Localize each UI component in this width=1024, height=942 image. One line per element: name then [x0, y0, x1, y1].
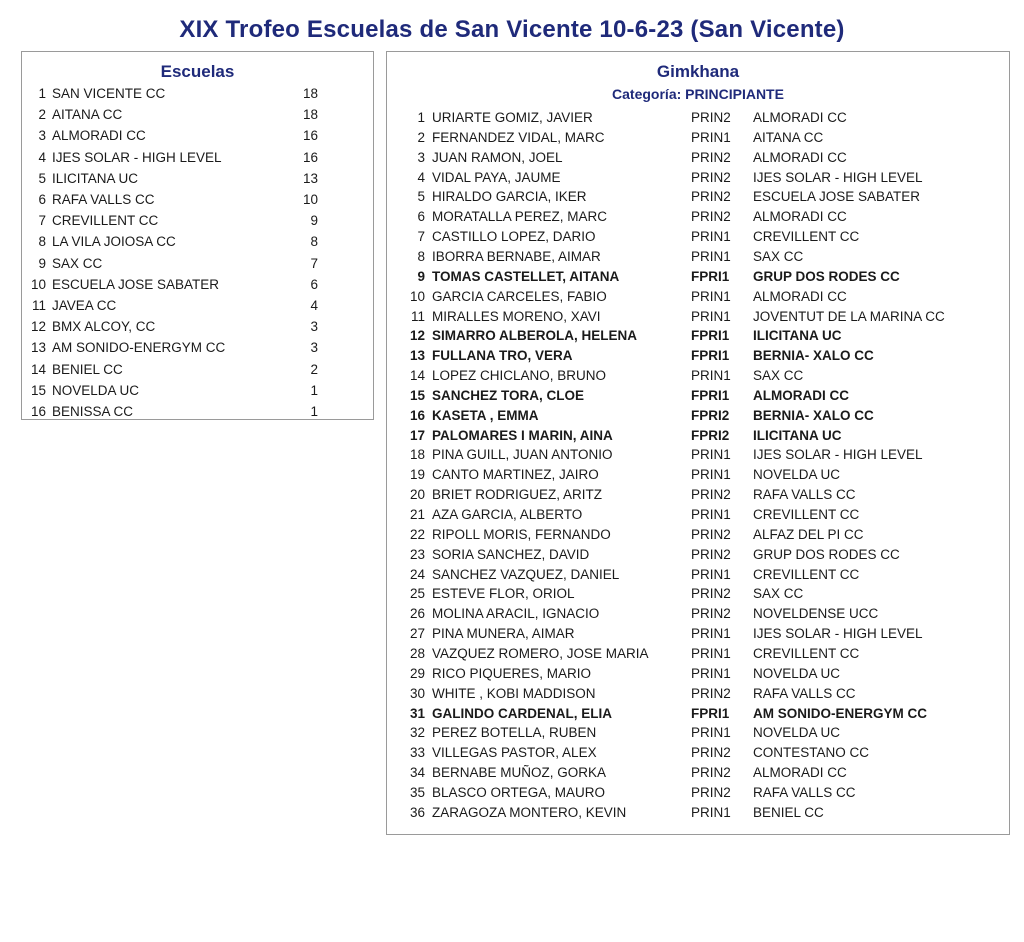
rider-name: RICO PIQUERES, MARIO [432, 665, 592, 681]
rider-club: ALMORADI CC [753, 288, 847, 304]
gimkhana-heading: Gimkhana [656, 62, 740, 81]
rider-category: FPRI2 [691, 427, 730, 443]
result-row [387, 505, 1009, 525]
school-position: 1 [38, 86, 46, 101]
school-row [22, 190, 373, 210]
rider-name: SIMARRO ALBEROLA, HELENA [432, 328, 637, 344]
result-row [387, 247, 1009, 267]
school-points: 18 [302, 86, 318, 101]
result-row [387, 168, 1009, 188]
rider-position: 28 [409, 645, 425, 661]
rider-position: 4 [417, 169, 425, 185]
school-position: 4 [38, 149, 46, 165]
school-name: IJES SOLAR - HIGH LEVEL [52, 149, 222, 165]
school-position: 6 [38, 192, 46, 207]
rider-club: IJES SOLAR - HIGH LEVEL [753, 447, 923, 463]
result-row [387, 346, 1009, 366]
rider-name: LOPEZ CHICLANO, BRUNO [432, 368, 607, 384]
rider-position: 33 [409, 745, 425, 761]
result-row [387, 684, 1009, 704]
rider-category: PRIN1 [691, 129, 731, 145]
school-points: 9 [310, 213, 318, 229]
rider-position: 2 [417, 129, 425, 145]
rider-name: MORATALLA PEREZ, MARC [432, 209, 608, 225]
rider-club: ILICITANA UC [753, 427, 842, 443]
rider-club: BENIEL CC [753, 804, 824, 820]
rider-category: PRIN2 [691, 189, 731, 205]
rider-position: 34 [409, 765, 425, 781]
rider-position: 5 [417, 189, 425, 205]
rider-category: PRIN1 [691, 447, 731, 463]
school-points: 18 [302, 107, 318, 123]
rider-name: JUAN RAMON, JOEL [432, 149, 563, 165]
rider-club: ALMORADI CC [753, 149, 847, 165]
school-name: AM SONIDO-ENERGYM CC [52, 340, 226, 356]
rider-club: ALMORADI CC [753, 209, 847, 225]
rider-club: RAFA VALLS CC [753, 784, 856, 800]
school-points: 8 [310, 234, 318, 250]
school-points: 16 [302, 149, 318, 165]
rider-name: SANCHEZ VAZQUEZ, DANIEL [432, 566, 620, 582]
page-title: XIX Trofeo Escuelas de San Vicente 10-6-23 (San Vicente) [179, 16, 845, 43]
rider-category: FPRI1 [691, 268, 730, 284]
rider-position: 26 [409, 606, 425, 622]
result-row [387, 525, 1009, 545]
rider-category: PRIN2 [691, 546, 731, 562]
rider-club: ALMORADI CC [753, 110, 847, 125]
rider-category: PRIN2 [691, 487, 731, 503]
school-name: ALMORADI CC [52, 128, 146, 144]
rider-position: 16 [409, 407, 425, 423]
rider-category: PRIN1 [691, 248, 731, 264]
rider-club: IJES SOLAR - HIGH LEVEL [753, 626, 923, 642]
school-name: SAX CC [52, 255, 103, 271]
rider-club: GRUP DOS RODES CC [753, 268, 900, 284]
rider-name: BLASCO ORTEGA, MAURO [432, 784, 606, 800]
rider-name: SANCHEZ TORA, CLOE [432, 387, 585, 403]
rider-name: MOLINA ARACIL, IGNACIO [432, 606, 600, 622]
rider-name: URIARTE GOMIZ, JAVIER [432, 110, 593, 125]
school-row [22, 211, 373, 231]
rider-category: PRIN2 [691, 110, 731, 125]
rider-name: SORIA SANCHEZ, DAVID [432, 546, 590, 562]
rider-name: VILLEGAS PASTOR, ALEX [432, 745, 597, 761]
rider-name: BERNABE MUÑOZ, GORKA [432, 765, 607, 781]
schools-ranking-panel [21, 51, 374, 420]
rider-position: 17 [409, 427, 425, 443]
school-row [22, 360, 373, 380]
rider-name: ZARAGOZA MONTERO, KEVIN [432, 804, 627, 820]
school-row [22, 105, 373, 125]
school-points: 2 [310, 361, 318, 377]
school-position: 8 [38, 234, 46, 250]
rider-category: PRIN1 [691, 804, 731, 820]
school-name: SAN VICENTE CC [52, 86, 166, 101]
rider-club: NOVELDA UC [753, 665, 841, 681]
school-row [22, 296, 373, 316]
rider-name: FULLANA TRO, VERA [432, 348, 573, 364]
gimkhana-results-panel [386, 51, 1010, 835]
result-row [387, 465, 1009, 485]
rider-club: ALFAZ DEL PI CC [753, 526, 864, 542]
rider-position: 35 [409, 784, 425, 800]
category-label: Categoría: PRINCIPIANTE [612, 86, 784, 102]
school-name: LA VILA JOIOSA CC [52, 234, 176, 250]
school-name: NOVELDA UC [52, 382, 140, 398]
rider-position: 23 [409, 546, 425, 562]
rider-category: PRIN2 [691, 745, 731, 761]
rider-position: 22 [409, 526, 425, 542]
rider-category: PRIN1 [691, 507, 731, 522]
rider-name: PALOMARES I MARIN, AINA [432, 427, 613, 443]
result-row [387, 207, 1009, 227]
rider-club: NOVELDA UC [753, 467, 841, 483]
rider-category: PRIN2 [691, 765, 731, 781]
school-position: 9 [38, 255, 46, 271]
rider-category: FPRI1 [691, 348, 730, 364]
rider-category: FPRI1 [691, 387, 730, 403]
rider-name: HIRALDO GARCIA, IKER [432, 189, 587, 205]
school-points: 16 [302, 128, 318, 144]
school-position: 3 [38, 128, 46, 144]
rider-name: VIDAL PAYA, JAUME [432, 169, 561, 185]
result-row [387, 604, 1009, 624]
rider-position: 3 [417, 149, 425, 165]
rider-position: 31 [409, 705, 425, 721]
result-row [387, 128, 1009, 148]
school-name: BMX ALCOY, CC [52, 319, 156, 335]
school-points: 6 [310, 276, 318, 292]
rider-club: CREVILLENT CC [753, 229, 860, 245]
school-position: 15 [30, 382, 46, 398]
rider-name: VAZQUEZ ROMERO, JOSE MARIA [432, 645, 649, 661]
rider-club: AM SONIDO-ENERGYM CC [753, 705, 928, 721]
rider-club: RAFA VALLS CC [753, 685, 856, 701]
rider-club: ALMORADI CC [753, 765, 847, 781]
rider-category: PRIN2 [691, 209, 731, 225]
school-points: 1 [310, 404, 318, 419]
result-row [387, 664, 1009, 684]
school-points: 3 [310, 340, 318, 356]
rider-category: FPRI1 [691, 328, 730, 344]
rider-position: 29 [409, 665, 425, 681]
rider-position: 19 [409, 467, 425, 483]
rider-category: PRIN2 [691, 169, 731, 185]
rider-category: PRIN1 [691, 368, 731, 384]
rider-position: 24 [409, 566, 425, 582]
school-points: 3 [310, 319, 318, 335]
rider-position: 32 [409, 725, 425, 741]
school-points: 7 [310, 255, 318, 271]
rider-club: SAX CC [753, 368, 804, 384]
rider-category: PRIN2 [691, 784, 731, 800]
result-row [387, 267, 1009, 287]
rider-category: PRIN1 [691, 566, 731, 582]
rider-position: 15 [409, 387, 425, 403]
result-row [387, 426, 1009, 446]
rider-position: 8 [417, 248, 425, 264]
rider-category: PRIN1 [691, 308, 731, 324]
result-row [387, 187, 1009, 207]
result-row [387, 386, 1009, 406]
school-position: 14 [30, 361, 46, 377]
rider-position: 9 [417, 268, 425, 284]
school-name: BENIEL CC [52, 361, 123, 377]
rider-club: CREVILLENT CC [753, 645, 860, 661]
result-row [387, 565, 1009, 585]
result-row [387, 763, 1009, 783]
school-position: 10 [30, 276, 46, 292]
school-row [22, 84, 373, 104]
rider-name: CANTO MARTINEZ, JAIRO [432, 467, 599, 483]
rider-position: 25 [409, 586, 425, 602]
rider-club: SAX CC [753, 248, 804, 264]
rider-position: 14 [409, 368, 425, 384]
rider-club: CREVILLENT CC [753, 566, 860, 582]
school-position: 2 [38, 107, 46, 123]
rider-position: 21 [409, 507, 425, 522]
rider-position: 27 [409, 626, 425, 642]
rider-name: CASTILLO LOPEZ, DARIO [432, 229, 596, 245]
school-row [22, 254, 373, 274]
rider-category: PRIN1 [691, 645, 731, 661]
result-row [387, 326, 1009, 346]
rider-name: MIRALLES MORENO, XAVI [432, 308, 601, 324]
rider-club: JOVENTUT DE LA MARINA CC [753, 308, 945, 324]
school-name: CREVILLENT CC [52, 213, 159, 229]
school-position: 16 [30, 404, 46, 419]
rider-name: GARCIA CARCELES, FABIO [432, 288, 607, 304]
rider-position: 18 [409, 447, 425, 463]
rider-category: PRIN1 [691, 626, 731, 642]
school-name: RAFA VALLS CC [52, 192, 155, 207]
school-row [22, 126, 373, 146]
rider-category: FPRI1 [691, 705, 730, 721]
rider-position: 7 [417, 229, 425, 245]
rider-club: CREVILLENT CC [753, 507, 860, 522]
rider-position: 12 [409, 328, 425, 344]
rider-club: RAFA VALLS CC [753, 487, 856, 503]
rider-category: PRIN2 [691, 685, 731, 701]
rider-position: 36 [409, 804, 425, 820]
school-name: BENISSA CC [52, 404, 134, 419]
rider-category: PRIN1 [691, 665, 731, 681]
result-row [387, 624, 1009, 644]
result-row [387, 644, 1009, 664]
school-points: 4 [310, 298, 318, 313]
rider-club: NOVELDENSE UCC [753, 606, 879, 622]
rider-category: FPRI2 [691, 407, 730, 423]
schools-heading: Escuelas [160, 62, 235, 81]
rider-name: KASETA , EMMA [432, 407, 539, 423]
rider-name: AZA GARCIA, ALBERTO [432, 507, 583, 522]
rider-club: GRUP DOS RODES CC [753, 546, 900, 562]
rider-name: TOMAS CASTELLET, AITANA [432, 268, 620, 284]
rider-name: FERNANDEZ VIDAL, MARC [432, 129, 605, 145]
result-row [387, 743, 1009, 763]
rider-name: PEREZ BOTELLA, RUBEN [432, 725, 597, 741]
school-row [22, 232, 373, 252]
rider-category: PRIN2 [691, 586, 731, 602]
school-position: 12 [30, 319, 46, 335]
rider-club: BERNIA- XALO CC [753, 348, 874, 364]
rider-category: PRIN1 [691, 288, 731, 304]
school-points: 1 [310, 382, 318, 398]
result-row [387, 783, 1009, 803]
result-row [387, 723, 1009, 743]
rider-category: PRIN2 [691, 606, 731, 622]
rider-club: ILICITANA UC [753, 328, 842, 344]
rider-position: 10 [409, 288, 425, 304]
rider-category: PRIN2 [691, 526, 731, 542]
rider-name: PINA MUNERA, AIMAR [432, 626, 575, 642]
result-row [387, 287, 1009, 307]
rider-category: PRIN1 [691, 229, 731, 245]
rider-category: PRIN1 [691, 725, 731, 741]
rider-name: BRIET RODRIGUEZ, ARITZ [432, 487, 603, 503]
rider-name: RIPOLL MORIS, FERNANDO [432, 526, 611, 542]
school-name: AITANA CC [52, 107, 123, 123]
school-name: ESCUELA JOSE SABATER [52, 276, 220, 292]
school-position: 7 [38, 213, 46, 229]
result-row [387, 485, 1009, 505]
rider-club: AITANA CC [753, 129, 824, 145]
rider-name: IBORRA BERNABE, AIMAR [432, 248, 601, 264]
rider-club: BERNIA- XALO CC [753, 407, 874, 423]
rider-position: 1 [417, 110, 425, 125]
rider-club: ESCUELA JOSE SABATER [753, 189, 921, 205]
school-row [22, 169, 373, 189]
school-position: 5 [38, 170, 46, 186]
school-points: 10 [302, 192, 318, 207]
rider-club: NOVELDA UC [753, 725, 841, 741]
result-row [387, 584, 1009, 604]
rider-category: PRIN2 [691, 149, 731, 165]
result-row [387, 704, 1009, 724]
school-row [22, 381, 373, 401]
rider-position: 30 [409, 685, 425, 701]
school-points: 13 [302, 170, 318, 186]
rider-name: WHITE , KOBI MADDISON [432, 685, 596, 701]
rider-club: SAX CC [753, 586, 804, 602]
result-row [387, 307, 1009, 327]
rider-position: 13 [409, 348, 425, 364]
rider-club: ALMORADI CC [753, 387, 849, 403]
school-position: 11 [31, 298, 46, 313]
school-row [22, 402, 373, 422]
rider-position: 11 [410, 308, 425, 324]
school-row [22, 148, 373, 168]
rider-name: GALINDO CARDENAL, ELIA [432, 705, 612, 721]
school-name: ILICITANA UC [52, 170, 139, 186]
result-row [387, 445, 1009, 465]
school-row [22, 317, 373, 337]
rider-position: 6 [417, 209, 425, 225]
rider-name: PINA GUILL, JUAN ANTONIO [432, 447, 613, 463]
result-row [387, 227, 1009, 247]
rider-category: PRIN1 [691, 467, 731, 483]
result-row [387, 406, 1009, 426]
school-row [22, 275, 373, 295]
result-row [387, 803, 1009, 823]
result-row [387, 148, 1009, 168]
school-row [22, 338, 373, 358]
result-row [387, 366, 1009, 386]
rider-club: CONTESTANO CC [753, 745, 870, 761]
rider-club: IJES SOLAR - HIGH LEVEL [753, 169, 923, 185]
rider-position: 20 [409, 487, 425, 503]
school-position: 13 [30, 340, 46, 356]
school-name: JAVEA CC [52, 298, 117, 313]
result-row [387, 545, 1009, 565]
rider-name: ESTEVE FLOR, ORIOL [432, 586, 575, 602]
result-row [387, 108, 1009, 128]
